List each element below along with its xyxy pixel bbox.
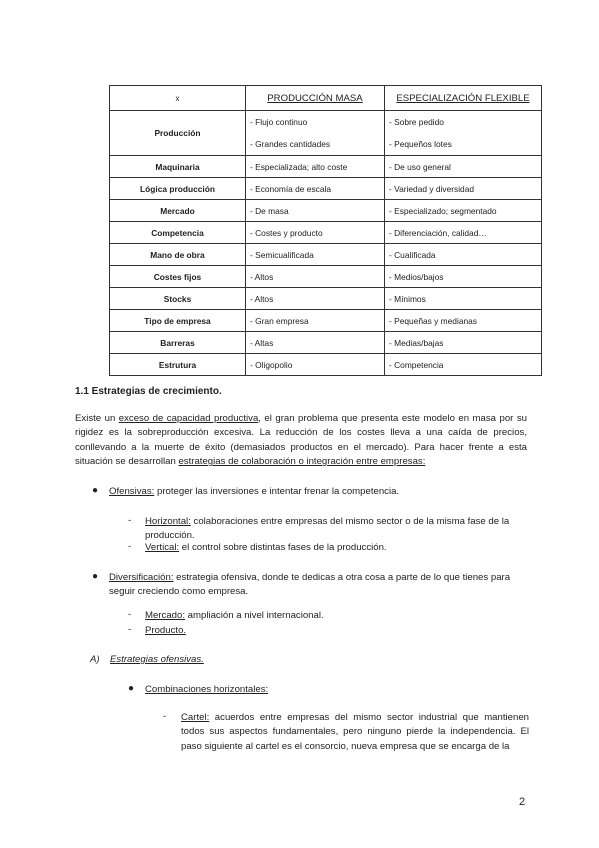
mass-cell — [246, 111, 385, 156]
flex-cell: - Variedad y diversidad — [385, 178, 542, 200]
definition: el control sobre distintas fases de la producción. — [179, 542, 387, 553]
term: Mercado: — [145, 610, 185, 621]
page-number: 2 — [519, 796, 526, 808]
cell-line: - Grandes cantidades — [250, 139, 331, 149]
flex-cell: - Competencia — [385, 354, 542, 376]
mass-cell: - Oligopolio — [246, 354, 385, 376]
row-label: Maquinaria — [110, 156, 246, 178]
term: Vertical: — [145, 542, 180, 553]
flex-cell: - Medias/bajas — [385, 332, 542, 354]
definition: colaboraciones entre empresas del mismo sector o de la misma fase de la producción. — [145, 516, 510, 542]
mass-cell: - Economía de escala — [246, 178, 385, 200]
table-row — [110, 156, 542, 178]
row-label: Costes fijos — [110, 266, 246, 288]
intro-underlined-term: exceso de capacidad productiva — [118, 413, 259, 424]
mass-cell: - Altos — [246, 288, 385, 310]
dash-icon: - — [128, 515, 132, 526]
term: Producto. — [145, 625, 187, 636]
table-row — [110, 222, 542, 244]
bullet-icon: ● — [128, 683, 135, 694]
mass-cell: - Costes y producto — [246, 222, 385, 244]
cell-line: - Flujo continuo — [250, 117, 308, 127]
definition: proteger las inversiones e intentar frenar la competencia. — [154, 486, 400, 497]
intro-text: , el gran problema que presenta este modelo en masa por su rigidez es la sobreproducción excesiva. La reducción de los costes lleva a una caída de precios, conllevando a la muerte de éxito (demasiados productos en el mercado). Para hacer frente a esta situación se desarrollan — [75, 413, 527, 468]
cell-line: - Pequeños lotes — [389, 139, 452, 149]
list-item-producto — [145, 624, 529, 638]
row-label: Producción — [110, 111, 246, 156]
list-item-ofensivas — [109, 485, 529, 499]
header-especializacion-flexible: ESPECIALIZACIÓN FLEXIBLE — [385, 86, 542, 111]
flex-cell: - Especializado; segmentado — [385, 200, 542, 222]
definition: estrategia ofensiva, donde te dedicas a otra cosa a parte de lo que tienes para seguir creciendo como empresa. — [109, 572, 511, 598]
flex-cell: - Medios/bajos — [385, 266, 542, 288]
row-label: Tipo de empresa — [110, 310, 246, 332]
flex-cell: - Diferenciación, calidad… — [385, 222, 542, 244]
mass-cell: - Altos — [246, 266, 385, 288]
subsection-title: Estrategias ofensivas. — [110, 654, 204, 665]
table-row — [110, 244, 542, 266]
definition: ampliación a nivel internacional. — [185, 610, 324, 621]
flex-cell: - De uso general — [385, 156, 542, 178]
dash-icon: - — [128, 609, 132, 620]
subsection-marker: A) — [90, 654, 100, 665]
table-row-produccion — [110, 111, 542, 156]
table-row — [110, 266, 542, 288]
term: Ofensivas: — [109, 486, 155, 497]
table-corner-cell: x — [110, 86, 246, 111]
intro-paragraph — [75, 412, 527, 470]
table-row — [110, 332, 542, 354]
header-produccion-masa: PRODUCCIÓN MASA — [246, 86, 385, 111]
mass-cell: - Gran empresa — [246, 310, 385, 332]
mass-cell: - Especializada; alto coste — [246, 156, 385, 178]
dash-icon: - — [128, 624, 132, 635]
definition: acuerdos entre empresas del mismo sector industrial que mantienen todos sus aspectos fundamentales, pero ninguno pierde la independencia. El paso siguiente al cartel es el consorcio, nueva empresa que se encarga de la — [181, 712, 529, 752]
table-row — [110, 354, 542, 376]
table-row — [110, 178, 542, 200]
bullet-icon: ● — [92, 571, 99, 582]
list-item-horizontal — [145, 515, 529, 544]
table-row — [110, 310, 542, 332]
row-label: Lógica producción — [110, 178, 246, 200]
list-item-diversificacion — [109, 571, 529, 600]
list-item-vertical — [145, 541, 529, 555]
section-title: 1.1 Estrategias de crecimiento. — [75, 386, 222, 397]
row-label: Estrutura — [110, 354, 246, 376]
table-row — [110, 200, 542, 222]
intro-underlined-term: estrategias de colaboración o integración entre empresas: — [178, 456, 426, 468]
list-item-combinaciones — [145, 683, 529, 697]
mass-cell: - De masa — [246, 200, 385, 222]
intro-text: Existe un — [75, 413, 119, 424]
mass-cell: - Altas — [246, 332, 385, 354]
flex-cell: - Pequeñas y medianas — [385, 310, 542, 332]
row-label: Barreras — [110, 332, 246, 354]
term: Diversificación: — [109, 572, 174, 583]
table-row — [110, 288, 542, 310]
row-label: Competencia — [110, 222, 246, 244]
dash-icon: - — [163, 711, 167, 722]
flex-cell — [385, 111, 542, 156]
flex-cell: - Cualificada — [385, 244, 542, 266]
bullet-icon: ● — [92, 485, 99, 496]
list-item-cartel — [181, 711, 529, 754]
flex-cell: - Mínimos — [385, 288, 542, 310]
term: Horizontal: — [145, 516, 191, 527]
cell-line: - Sobre pedido — [389, 117, 444, 127]
comparison-table — [109, 85, 542, 376]
term: Cartel: — [181, 712, 210, 723]
mass-cell: - Semicualificada — [246, 244, 385, 266]
list-item-mercado — [145, 609, 529, 623]
row-label: Mercado — [110, 200, 246, 222]
row-label: Mano de obra — [110, 244, 246, 266]
table-header-row — [110, 86, 542, 111]
row-label: Stocks — [110, 288, 246, 310]
term: Combinaciones horizontales: — [145, 684, 269, 695]
dash-icon: - — [128, 541, 132, 552]
